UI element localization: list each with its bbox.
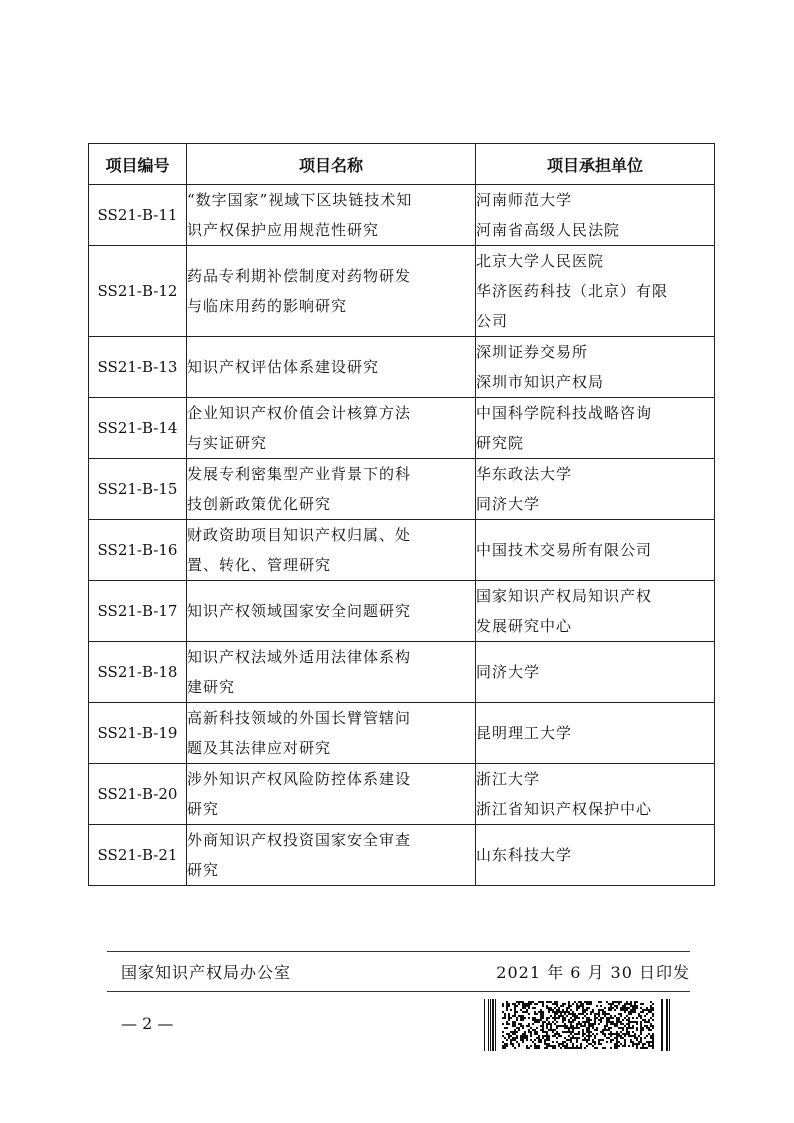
project-unit-line: 公司 xyxy=(476,312,509,330)
footer-top-rule xyxy=(107,951,690,952)
project-name-line: 财政资助项目知识产权归属、处 xyxy=(187,526,412,544)
project-unit-line: 发展研究中心 xyxy=(476,617,573,635)
project-name-line: 研究 xyxy=(187,861,220,879)
project-name xyxy=(187,459,476,520)
table-row xyxy=(89,764,715,825)
project-unit-line: 昆明理工大学 xyxy=(476,724,573,742)
table-row xyxy=(89,825,715,886)
project-unit-line: 深圳证券交易所 xyxy=(476,343,589,361)
table-row xyxy=(89,703,715,764)
project-code: SS21-B-11 xyxy=(89,185,187,246)
project-unit-line: 中国科学院科技战略咨询 xyxy=(476,404,653,422)
project-name xyxy=(187,581,476,642)
project-name-line: 外商知识产权投资国家安全审查 xyxy=(187,831,412,849)
project-name xyxy=(187,703,476,764)
table-row xyxy=(89,520,715,581)
project-unit xyxy=(476,642,715,703)
project-code: SS21-B-12 xyxy=(89,246,187,337)
page-number: — 2 — xyxy=(121,1014,174,1033)
project-unit-line: 研究院 xyxy=(476,434,525,452)
project-name-line: 研究 xyxy=(187,800,220,818)
project-unit-line: 浙江大学 xyxy=(476,770,541,788)
table-row xyxy=(89,337,715,398)
project-code: SS21-B-17 xyxy=(89,581,187,642)
project-name-line: 题及其法律应对研究 xyxy=(187,739,332,757)
project-unit xyxy=(476,398,715,459)
project-unit-line: 同济大学 xyxy=(476,495,541,513)
project-name-line: 药品专利期补偿制度对药物研发 xyxy=(187,267,412,285)
project-unit xyxy=(476,764,715,825)
project-name xyxy=(187,642,476,703)
table-row xyxy=(89,459,715,520)
project-code: SS21-B-18 xyxy=(89,642,187,703)
project-code: SS21-B-16 xyxy=(89,520,187,581)
table-row xyxy=(89,185,715,246)
table-body xyxy=(89,185,715,886)
project-unit-line: 华东政法大学 xyxy=(476,465,573,483)
header-project-name: 项目名称 xyxy=(187,144,476,185)
issue-date: 2021 年 6 月 30 日印发 xyxy=(496,963,690,982)
project-name xyxy=(187,520,476,581)
project-unit-line: 同济大学 xyxy=(476,663,541,681)
project-unit-line: 河南师范大学 xyxy=(476,191,573,209)
project-table xyxy=(88,143,715,886)
project-unit-line: 河南省高级人民法院 xyxy=(476,221,621,239)
header-project-unit: 项目承担单位 xyxy=(476,144,715,185)
project-name-line: 知识产权领域国家安全问题研究 xyxy=(187,602,412,620)
table-header-row xyxy=(89,144,715,185)
issuer-name: 国家知识产权局办公室 xyxy=(121,963,292,982)
project-unit-line: 北京大学人民医院 xyxy=(476,252,605,270)
project-unit-line: 国家知识产权局知识产权 xyxy=(476,587,653,605)
project-name xyxy=(187,825,476,886)
project-name xyxy=(187,185,476,246)
project-name-line: 置、转化、管理研究 xyxy=(187,556,332,574)
project-code: SS21-B-19 xyxy=(89,703,187,764)
project-name xyxy=(187,337,476,398)
table-row xyxy=(89,581,715,642)
project-unit xyxy=(476,520,715,581)
project-unit-line: 山东科技大学 xyxy=(476,846,573,864)
project-name-line: 涉外知识产权风险防控体系建设 xyxy=(187,770,412,788)
project-name-line: 发展专利密集型产业背景下的科 xyxy=(187,465,412,483)
project-name-line: “数字国家”视域下区块链技术知 xyxy=(187,191,413,209)
project-unit xyxy=(476,703,715,764)
project-unit-line: 浙江省知识产权保护中心 xyxy=(476,800,653,818)
table-row xyxy=(89,642,715,703)
project-name xyxy=(187,398,476,459)
project-name-line: 高新科技领域的外国长臂管辖问 xyxy=(187,709,412,727)
project-name-line: 识产权保护应用规范性研究 xyxy=(187,221,380,239)
project-unit xyxy=(476,246,715,337)
project-unit-line: 华济医药科技（北京）有限 xyxy=(476,282,669,300)
project-name-line: 与临床用药的影响研究 xyxy=(187,297,348,315)
project-name-line: 企业知识产权价值会计核算方法 xyxy=(187,404,412,422)
project-code: SS21-B-14 xyxy=(89,398,187,459)
project-name-line: 知识产权评估体系建设研究 xyxy=(187,358,380,376)
project-name-line: 与实证研究 xyxy=(187,434,268,452)
table-row xyxy=(89,246,715,337)
barcode-image xyxy=(484,999,672,1051)
footer-bottom-rule xyxy=(107,991,690,992)
project-code: SS21-B-13 xyxy=(89,337,187,398)
project-unit xyxy=(476,459,715,520)
project-name xyxy=(187,246,476,337)
project-name-line: 建研究 xyxy=(187,678,236,696)
project-unit xyxy=(476,825,715,886)
project-unit xyxy=(476,185,715,246)
project-code: SS21-B-15 xyxy=(89,459,187,520)
project-unit xyxy=(476,581,715,642)
table-row xyxy=(89,398,715,459)
project-code: SS21-B-21 xyxy=(89,825,187,886)
project-name-line: 知识产权法域外适用法律体系构 xyxy=(187,648,412,666)
header-project-code: 项目编号 xyxy=(89,144,187,185)
project-unit-line: 中国技术交易所有限公司 xyxy=(476,541,653,559)
project-unit-line: 深圳市知识产权局 xyxy=(476,373,605,391)
project-unit xyxy=(476,337,715,398)
project-name xyxy=(187,764,476,825)
project-name-line: 技创新政策优化研究 xyxy=(187,495,332,513)
project-code: SS21-B-20 xyxy=(89,764,187,825)
